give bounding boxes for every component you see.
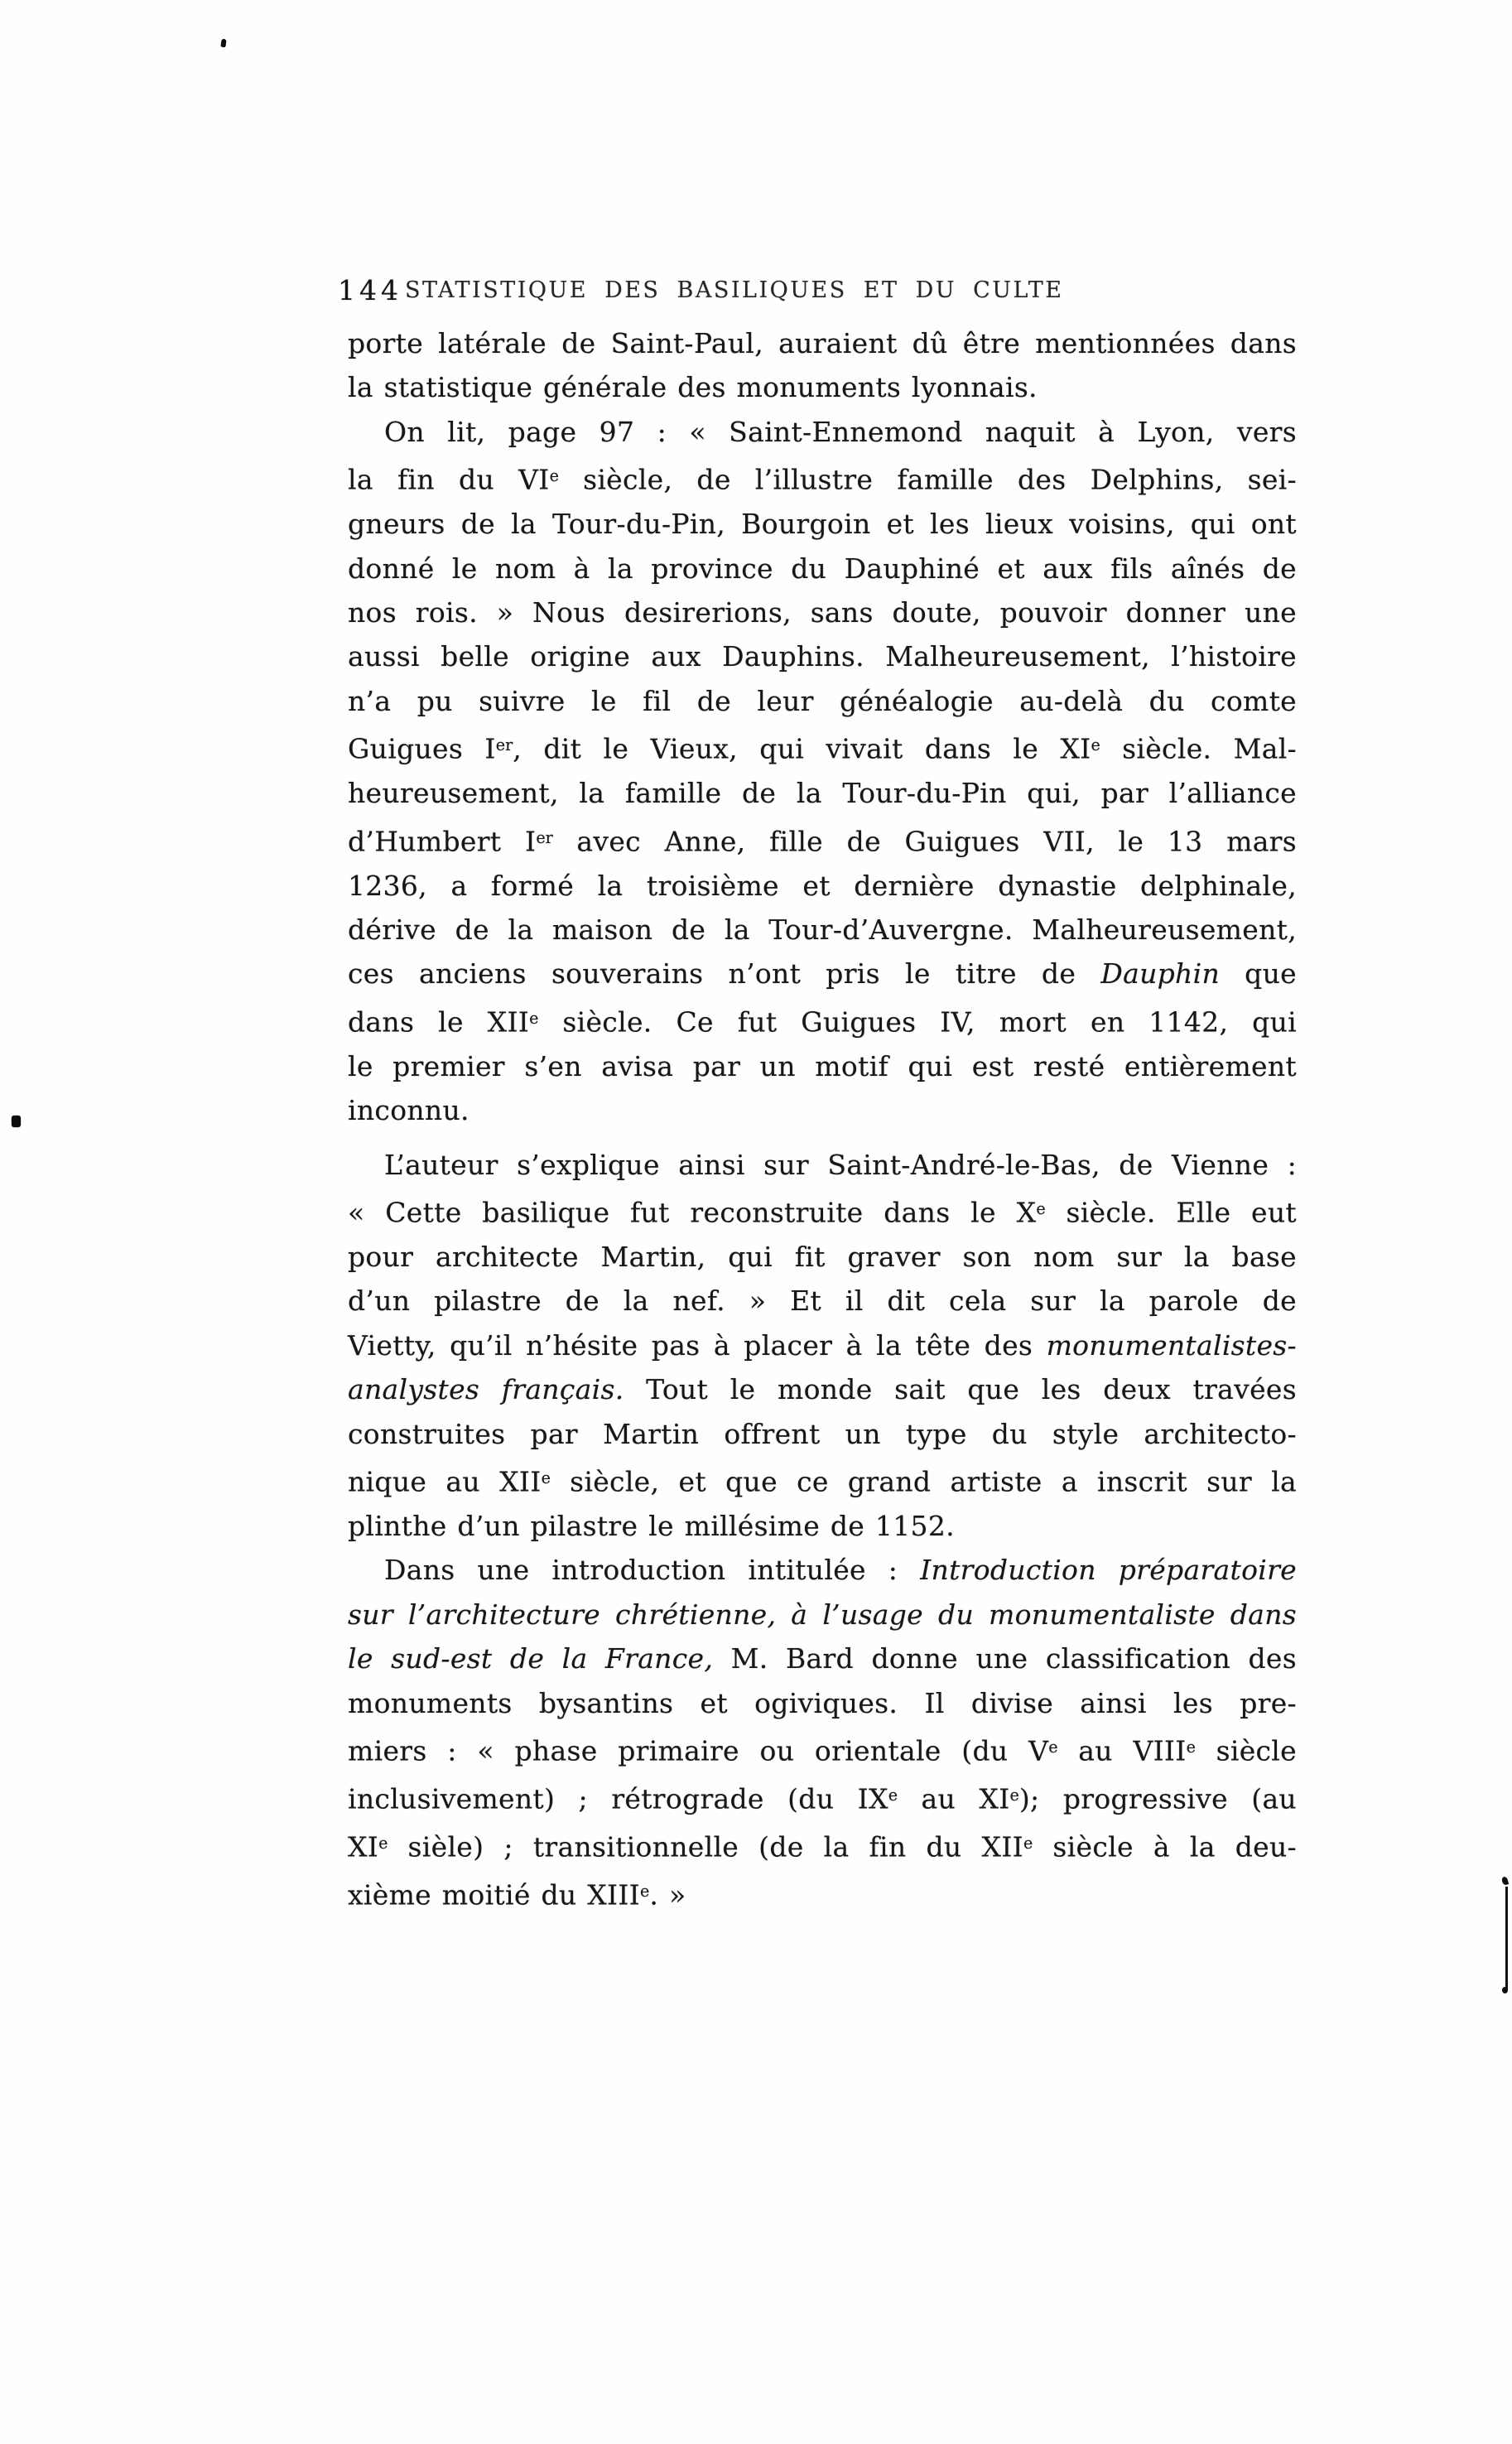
text-segment: nique au XII	[348, 1465, 542, 1498]
text-line	[348, 1637, 1297, 1680]
text-segment: miers : « phase primaire ou orientale (du V	[348, 1734, 1049, 1767]
text-segment: analystes français.	[348, 1373, 624, 1406]
text-line	[348, 1504, 1297, 1548]
text-line	[348, 1187, 1297, 1235]
text-line	[348, 1593, 1297, 1637]
text-line	[348, 864, 1297, 908]
text-segment: 1236, a formé la troisième et dernière dynastie delphinale,	[348, 869, 1297, 902]
text-line	[348, 454, 1297, 502]
text-segment: pour architecte Martin, qui fit graver son nom sur la base	[348, 1240, 1297, 1273]
text-segment: Dans une introduction intitulée :	[384, 1554, 921, 1587]
text-segment: donné le nom à la province du Dauphiné et aux fils aînés de	[348, 552, 1297, 585]
ink-blot	[12, 1116, 21, 1127]
text-segment: monuments bysantins et ogiviques. Il divise ainsi les pre-	[348, 1686, 1297, 1719]
text-segment: xième moitié du XIII	[348, 1878, 641, 1911]
page-number: 144	[338, 274, 402, 306]
text-segment: e	[541, 1468, 551, 1487]
ink-speck	[220, 39, 226, 48]
text-line	[348, 1088, 1297, 1132]
text-segment: , dit le Vieux, qui vivait dans le XI	[513, 732, 1091, 765]
text-segment: . »	[649, 1878, 686, 1911]
text-segment: siècle. Elle eut	[1045, 1196, 1297, 1229]
text-line	[348, 1323, 1297, 1367]
text-segment: Guigues I	[348, 732, 496, 765]
text-line	[348, 1548, 1297, 1592]
text-line	[348, 591, 1297, 634]
text-line	[348, 502, 1297, 546]
text-segment: e	[1091, 735, 1100, 755]
text-body	[348, 321, 1297, 1917]
text-segment: que	[1220, 957, 1297, 991]
paragraph	[348, 1143, 1297, 1549]
text-segment: inclusivement) ; rétrograde (du IX	[348, 1782, 888, 1815]
text-segment: d’Humbert I	[348, 825, 537, 858]
text-line	[348, 634, 1297, 678]
text-segment: e	[640, 1881, 650, 1901]
paragraph	[348, 321, 1297, 410]
text-segment: construites par Martin offrent un type du style architecto-	[348, 1417, 1297, 1450]
text-segment: e	[1048, 1737, 1058, 1757]
text-segment: porte latérale de Saint-Paul, auraient dû être mentionnées dans	[348, 327, 1297, 359]
text-line	[348, 1143, 1297, 1187]
text-line	[348, 1681, 1297, 1725]
text-segment: sur l’architecture chrétienne, à l’usage du monumentaliste dans	[348, 1598, 1297, 1631]
text-segment: On lit, page 97 : « Saint-Ennemond naquit à Lyon, vers	[384, 415, 1297, 448]
text-line	[348, 1412, 1297, 1456]
text-line	[348, 547, 1297, 591]
text-segment: Introduction préparatoire	[920, 1554, 1297, 1587]
text-segment: e	[1036, 1198, 1046, 1218]
text-segment: siècle. Ce fut Guigues IV, mort en 1142, qui	[538, 1005, 1297, 1039]
text-line	[348, 321, 1297, 365]
text-segment: au XI	[898, 1782, 1010, 1815]
text-segment: L’auteur s’explique ainsi sur Saint-André-le-Bas, de Vienne :	[384, 1148, 1297, 1181]
text-line	[348, 1235, 1297, 1279]
text-line	[348, 816, 1297, 864]
text-segment: la statistique générale des monuments lyonnais.	[348, 371, 1038, 404]
text-segment: monumentalistes-	[1046, 1328, 1297, 1362]
paragraph	[348, 410, 1297, 1133]
text-line	[348, 1279, 1297, 1323]
text-segment: dérive de la maison de la Tour-d’Auvergne. Malheureusement,	[348, 913, 1297, 946]
text-segment: heureusement, la famille de la Tour-du-Pin qui, par l’alliance	[348, 777, 1297, 810]
text-segment: e	[378, 1833, 388, 1853]
text-segment: ces anciens souverains n’ont pris le titre de	[348, 957, 1101, 991]
ink-speck	[1501, 1876, 1509, 1885]
text-segment: er	[495, 735, 513, 755]
text-segment: n’a pu suivre le fil de leur généalogie au-delà du comte	[348, 684, 1297, 717]
text-segment: e	[549, 466, 559, 486]
text-segment: e	[888, 1785, 898, 1805]
text-line	[348, 410, 1297, 454]
text-line	[348, 1869, 1297, 1917]
text-line	[348, 771, 1297, 815]
text-segment: avec Anne, fille de Guigues VII, le 13 mars	[552, 825, 1297, 858]
text-line	[348, 1725, 1297, 1773]
text-segment: ); progressive (au	[1018, 1782, 1297, 1815]
text-segment: dans le XII	[348, 1005, 530, 1039]
text-segment: Dauphin	[1100, 957, 1221, 991]
ink-speck	[1502, 1987, 1508, 1993]
text-segment: e	[529, 1008, 539, 1028]
text-segment: d’un pilastre de la nef. » Et il dit cela sur la parole de	[348, 1285, 1297, 1318]
text-segment: siècle. Mal-	[1100, 732, 1297, 765]
text-segment: siècle, de l’illustre famille des Delphins, sei-	[558, 463, 1297, 496]
text-segment: e	[1009, 1785, 1019, 1805]
text-line	[348, 908, 1297, 952]
text-line	[348, 1456, 1297, 1504]
text-segment: nos rois. » Nous desirerions, sans doute, pouvoir donner une	[348, 596, 1297, 629]
text-line	[348, 1044, 1297, 1088]
text-segment: le sud-est de la France,	[348, 1642, 714, 1675]
text-line	[348, 679, 1297, 723]
text-line	[348, 1367, 1297, 1411]
text-segment: Vietty, qu’il n’hésite pas à placer à la tête des	[348, 1328, 1047, 1362]
text-segment: e	[1186, 1737, 1196, 1757]
text-segment: gneurs de la Tour-du-Pin, Bourgoin et les lieux voisins, qui ont	[348, 508, 1297, 541]
text-segment: XI	[348, 1830, 379, 1863]
text-line	[348, 723, 1297, 771]
text-line	[348, 952, 1297, 995]
text-segment: Tout le monde sait que les deux travées	[624, 1373, 1297, 1406]
text-segment: er	[536, 827, 553, 847]
text-segment: la fin du VI	[348, 463, 550, 496]
text-line	[348, 1821, 1297, 1869]
text-segment: e	[1023, 1833, 1033, 1853]
text-line	[348, 365, 1297, 409]
text-line	[348, 1773, 1297, 1821]
text-segment: sièle) ; transitionnelle (de la fin du XII	[388, 1830, 1024, 1863]
paragraph	[348, 1548, 1297, 1917]
text-segment: au VIII	[1057, 1734, 1187, 1767]
running-head	[0, 274, 1512, 311]
text-segment: siècle, et que ce grand artiste a inscrit sur la	[550, 1465, 1297, 1498]
text-segment: siècle	[1195, 1734, 1297, 1767]
running-title: STATISTIQUE DES BASILIQUES ET DU CULTE	[405, 277, 1064, 303]
text-segment: M. Bard donne une classification des	[713, 1642, 1297, 1675]
scan-edge-artifact	[1505, 1887, 1508, 1990]
text-segment: le premier s’en avisa par un motif qui est resté entièrement	[348, 1049, 1297, 1082]
text-line	[348, 996, 1297, 1044]
text-segment: plinthe d’un pilastre le millésime de 1152.	[348, 1509, 955, 1542]
text-segment: siècle à la deu-	[1033, 1830, 1297, 1863]
text-segment: aussi belle origine aux Dauphins. Malheureusement, l’histoire	[348, 640, 1297, 673]
text-segment: inconnu.	[348, 1094, 469, 1127]
text-segment: « Cette basilique fut reconstruite dans le X	[348, 1196, 1037, 1229]
